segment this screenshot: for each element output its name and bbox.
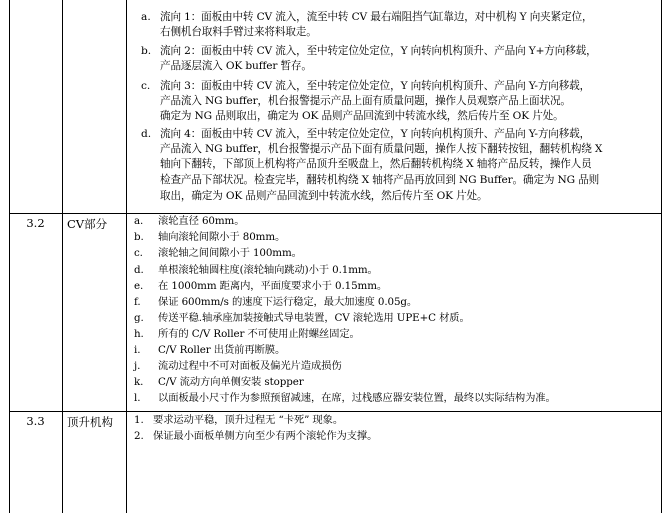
table-border-right: [661, 0, 662, 513]
section-name: CV部分: [67, 217, 108, 231]
row-divider: [9, 411, 662, 412]
spec-table: a. 流向 1：面板由中转 CV 流入，流至中转 CV 最右端阻挡气缸靠边，对中机构 Y 向夹紧定位， 右侧机台取料手臂过来将料取走。 b. 流向 2：面板由中转 CV 流入，至中转定位处定位，Y 向转向机构顶升、产品向 Y+方向移载， 产品逐层流入 OK buffer 暂存。 c. 流向 3：面板由中转 CV 流入，至中转定位处定位，Y 向转向机构顶升、产品向 Y-方向移载， 产品流入 NG buffer，机台报警提示产品上面有质量问题，操作人员观察产品上面状况。 确定为 NG 品则取出，确定为 OK 品则产品回流到中转流水线，然后传片至 OK 片处。 d. 流向 4：面板由中转 CV 流入，至中转定位处定位，Y 向转向机构顶升、产品向 Y-方向移载， 产品流入 NG buffer，机台报警提示产品下面有质量问题，操作人按下翻转按钮，翻转机构绕 X 轴向下翻转，下部顶上机构将产品顶升至吸盘上，然后翻转机构绕 X 轴将产品反转，操作人员 检查产品下部状况。检查完毕，翻转机构绕 X 轴将产品再放回到 NG Buffer。确定为 NG 品则 取出，确定为 OK 品则产品回流到中转流水线，然后传片至 OK 片处。 3.2 CV部分 a. 滚轮直径 60mm。 b. 轴向滚轮间隙小于 80mm。 c. 滚轮轴之间间隙小于 100mm。 d. 单根滚轮轴圆柱度(滚轮轴向跳动)小于 0.1mm。 e. 在 1000mm 距离内，平面度要求小于 0.15mm。 f. 保证 600mm/s 的速度下运行稳定，最大加速度 0.05g。 g. 传送平稳.轴承座加装接触式导电装置，CV 滚轮选用 UPE+C 材质。 h. 所有的 C/V Roller 不可使用止附螺丝固定。 i. C/V Roller 出货前再断膜。 j. 流动过程中不可对面板及偏光片造成损伤 k. C/V 流动方向单侧安装 stopper l. 以面板最小尺寸作为参照预留减速，在席，过栈感应器安装位置，最终以实际结构为准。 3.3 顶升机构 1. 要求运动平稳，顶升过程无 “卡死” 现象。 2. 保证最小面板单侧方向至少有两个滚轮作为支撑。: [0, 0, 664, 513]
table-border-left: [9, 0, 10, 513]
section-number: 3.2: [26, 216, 45, 230]
section-name: 顶升机构: [67, 415, 113, 429]
table-column-divider: [126, 0, 127, 513]
section-number: 3.3: [26, 414, 45, 428]
row-divider: [9, 213, 662, 214]
table-column-divider: [62, 0, 63, 513]
